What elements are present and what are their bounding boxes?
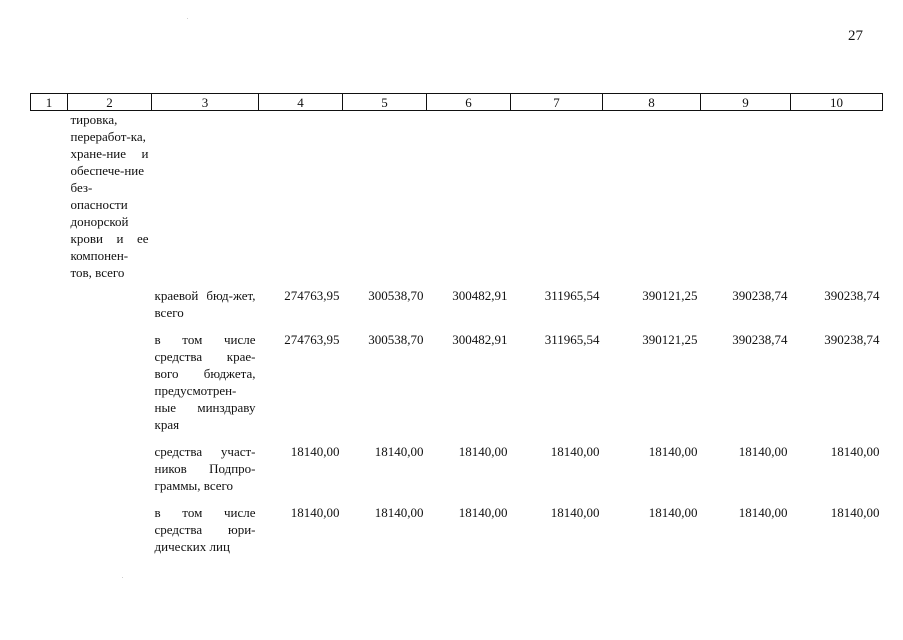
value-cell: 274763,95 xyxy=(284,332,340,347)
value-cell: 18140,00 xyxy=(458,444,508,459)
col2-cell xyxy=(68,433,152,494)
column-number: 3 xyxy=(152,94,259,111)
empty-cell xyxy=(791,111,883,288)
scan-speck xyxy=(187,18,188,19)
funding-source: средства участ-ников Подпро-граммы, всего xyxy=(154,444,256,493)
page-number: 27 xyxy=(848,28,863,44)
column-number: 9 xyxy=(701,94,791,111)
value-cell: 18140,00 xyxy=(830,444,880,459)
col1-cell xyxy=(31,321,68,433)
value-cell: 300538,70 xyxy=(368,332,424,347)
table-row xyxy=(31,494,883,555)
measure-description: тировка, переработ-ка, хране-ние и обеспече-ние без-опасности донорской крови и ее компонен-тов, всего xyxy=(70,112,149,280)
value-cell: 390121,25 xyxy=(642,288,698,303)
value-cell: 390238,74 xyxy=(824,288,880,303)
funding-source: в том числе средства юри-дических лиц xyxy=(154,505,256,554)
table-row-continuation xyxy=(31,111,883,288)
value-cell: 18140,00 xyxy=(830,505,880,520)
table-row xyxy=(31,321,883,433)
table-row xyxy=(31,433,883,494)
col2-cell xyxy=(68,287,152,321)
empty-cell xyxy=(343,111,427,288)
value-cell: 18140,00 xyxy=(648,505,698,520)
value-cell: 18140,00 xyxy=(648,444,698,459)
empty-cell xyxy=(427,111,511,288)
value-cell: 18140,00 xyxy=(550,444,600,459)
value-cell: 274763,95 xyxy=(284,288,340,303)
col2-cell xyxy=(68,321,152,433)
value-cell: 390238,74 xyxy=(732,288,788,303)
empty-cell xyxy=(259,111,343,288)
value-cell: 18140,00 xyxy=(374,505,424,520)
value-cell: 18140,00 xyxy=(290,505,340,520)
column-number: 4 xyxy=(259,94,343,111)
empty-cell xyxy=(701,111,791,288)
value-cell: 18140,00 xyxy=(738,505,788,520)
value-cell: 300538,70 xyxy=(368,288,424,303)
col2-cell xyxy=(68,494,152,555)
value-cell: 300482,91 xyxy=(452,288,508,303)
column-number: 1 xyxy=(31,94,68,111)
column-number: 7 xyxy=(511,94,603,111)
column-number: 5 xyxy=(343,94,427,111)
column-number-header xyxy=(31,94,883,111)
value-cell: 18140,00 xyxy=(738,444,788,459)
column-number: 10 xyxy=(791,94,883,111)
value-cell: 300482,91 xyxy=(452,332,508,347)
column-number: 2 xyxy=(68,94,152,111)
value-cell: 390238,74 xyxy=(732,332,788,347)
column-number: 6 xyxy=(427,94,511,111)
col1-cell xyxy=(31,433,68,494)
col1-cell xyxy=(31,111,68,288)
column-number: 8 xyxy=(603,94,701,111)
value-cell: 311965,54 xyxy=(544,288,600,303)
empty-cell xyxy=(152,111,259,288)
empty-cell xyxy=(511,111,603,288)
value-cell: 18140,00 xyxy=(374,444,424,459)
col1-cell xyxy=(31,287,68,321)
value-cell: 18140,00 xyxy=(290,444,340,459)
scan-speck xyxy=(122,577,123,578)
funding-source: краевой бюд-жет, всего xyxy=(154,288,256,320)
budget-table xyxy=(30,93,883,555)
table-row xyxy=(31,287,883,321)
value-cell: 18140,00 xyxy=(550,505,600,520)
value-cell: 311965,54 xyxy=(544,332,600,347)
value-cell: 390121,25 xyxy=(642,332,698,347)
col1-cell xyxy=(31,494,68,555)
empty-cell xyxy=(603,111,701,288)
value-cell: 390238,74 xyxy=(824,332,880,347)
funding-source: в том числе средства крае-вого бюджета, предусмотрен-ные минздраву края xyxy=(154,332,256,432)
value-cell: 18140,00 xyxy=(458,505,508,520)
